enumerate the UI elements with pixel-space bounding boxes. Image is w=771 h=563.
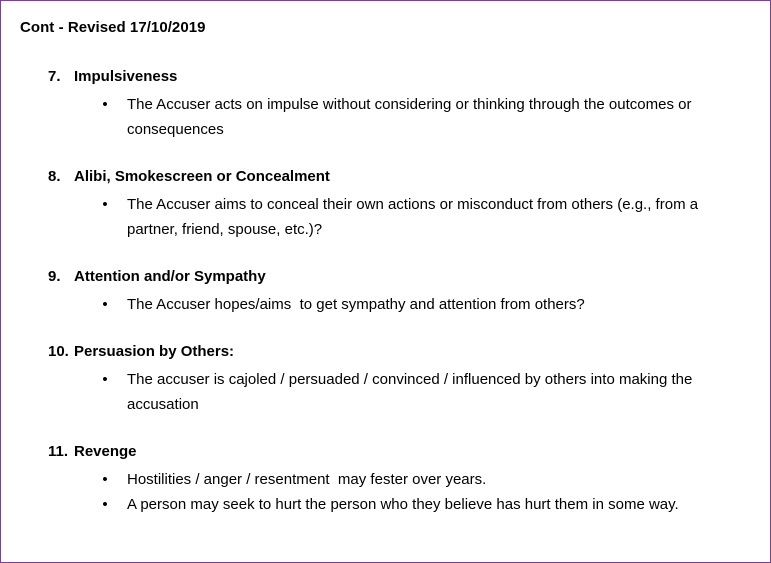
bullet-list	[20, 192, 770, 242]
bullet-icon: •	[102, 471, 108, 488]
bullet-text: The Accuser acts on impulse without considering or thinking through the outcomes or consequences	[127, 96, 692, 138]
bullet-item	[20, 192, 770, 242]
section-number: 11.	[48, 443, 69, 460]
section-heading	[48, 442, 770, 462]
section-title: Persuasion by Others:	[74, 343, 235, 360]
bullet-item	[20, 467, 770, 492]
bullet-icon: •	[102, 96, 108, 113]
bullet-text: Hostilities / anger / resentment may fester over years.	[127, 471, 487, 488]
section-item	[20, 267, 770, 317]
section-title: Revenge	[74, 443, 137, 460]
bullet-icon: •	[102, 496, 108, 513]
document-heading: Cont - Revised 17/10/2019	[20, 19, 206, 36]
section-heading	[48, 167, 770, 187]
bullet-item	[20, 492, 770, 517]
bullet-list	[20, 467, 770, 517]
section-heading	[48, 67, 770, 87]
bullet-text: The Accuser aims to conceal their own actions or misconduct from others (e.g., from a partner, friend, spouse, etc.)?	[127, 196, 699, 238]
section-number: 9.	[48, 268, 61, 285]
section-number: 10.	[48, 343, 69, 360]
section-list	[20, 67, 770, 517]
section-heading	[48, 267, 770, 287]
bullet-list	[20, 292, 770, 317]
bullet-list	[20, 367, 770, 417]
bullet-item	[20, 92, 770, 142]
section-number: 8.	[48, 168, 61, 185]
section-title: Impulsiveness	[74, 68, 178, 85]
section-item	[20, 442, 770, 517]
section-title: Alibi, Smokescreen or Concealment	[74, 168, 330, 185]
bullet-list	[20, 92, 770, 142]
section-item	[20, 342, 770, 417]
section-heading	[48, 342, 770, 362]
bullet-icon: •	[102, 296, 108, 313]
section-item	[20, 167, 770, 242]
bullet-item	[20, 292, 770, 317]
section-number: 7.	[48, 68, 61, 85]
bullet-icon: •	[102, 371, 108, 388]
bullet-icon: •	[102, 196, 108, 213]
section-item	[20, 67, 770, 142]
bullet-text: The accuser is cajoled / persuaded / convinced / influenced by others into making the accusation	[127, 371, 693, 413]
bullet-item	[20, 367, 770, 417]
section-title: Attention and/or Sympathy	[74, 268, 266, 285]
bullet-text: A person may seek to hurt the person who they believe has hurt them in some way.	[127, 496, 679, 513]
bullet-text: The Accuser hopes/aims to get sympathy and attention from others?	[127, 296, 585, 313]
